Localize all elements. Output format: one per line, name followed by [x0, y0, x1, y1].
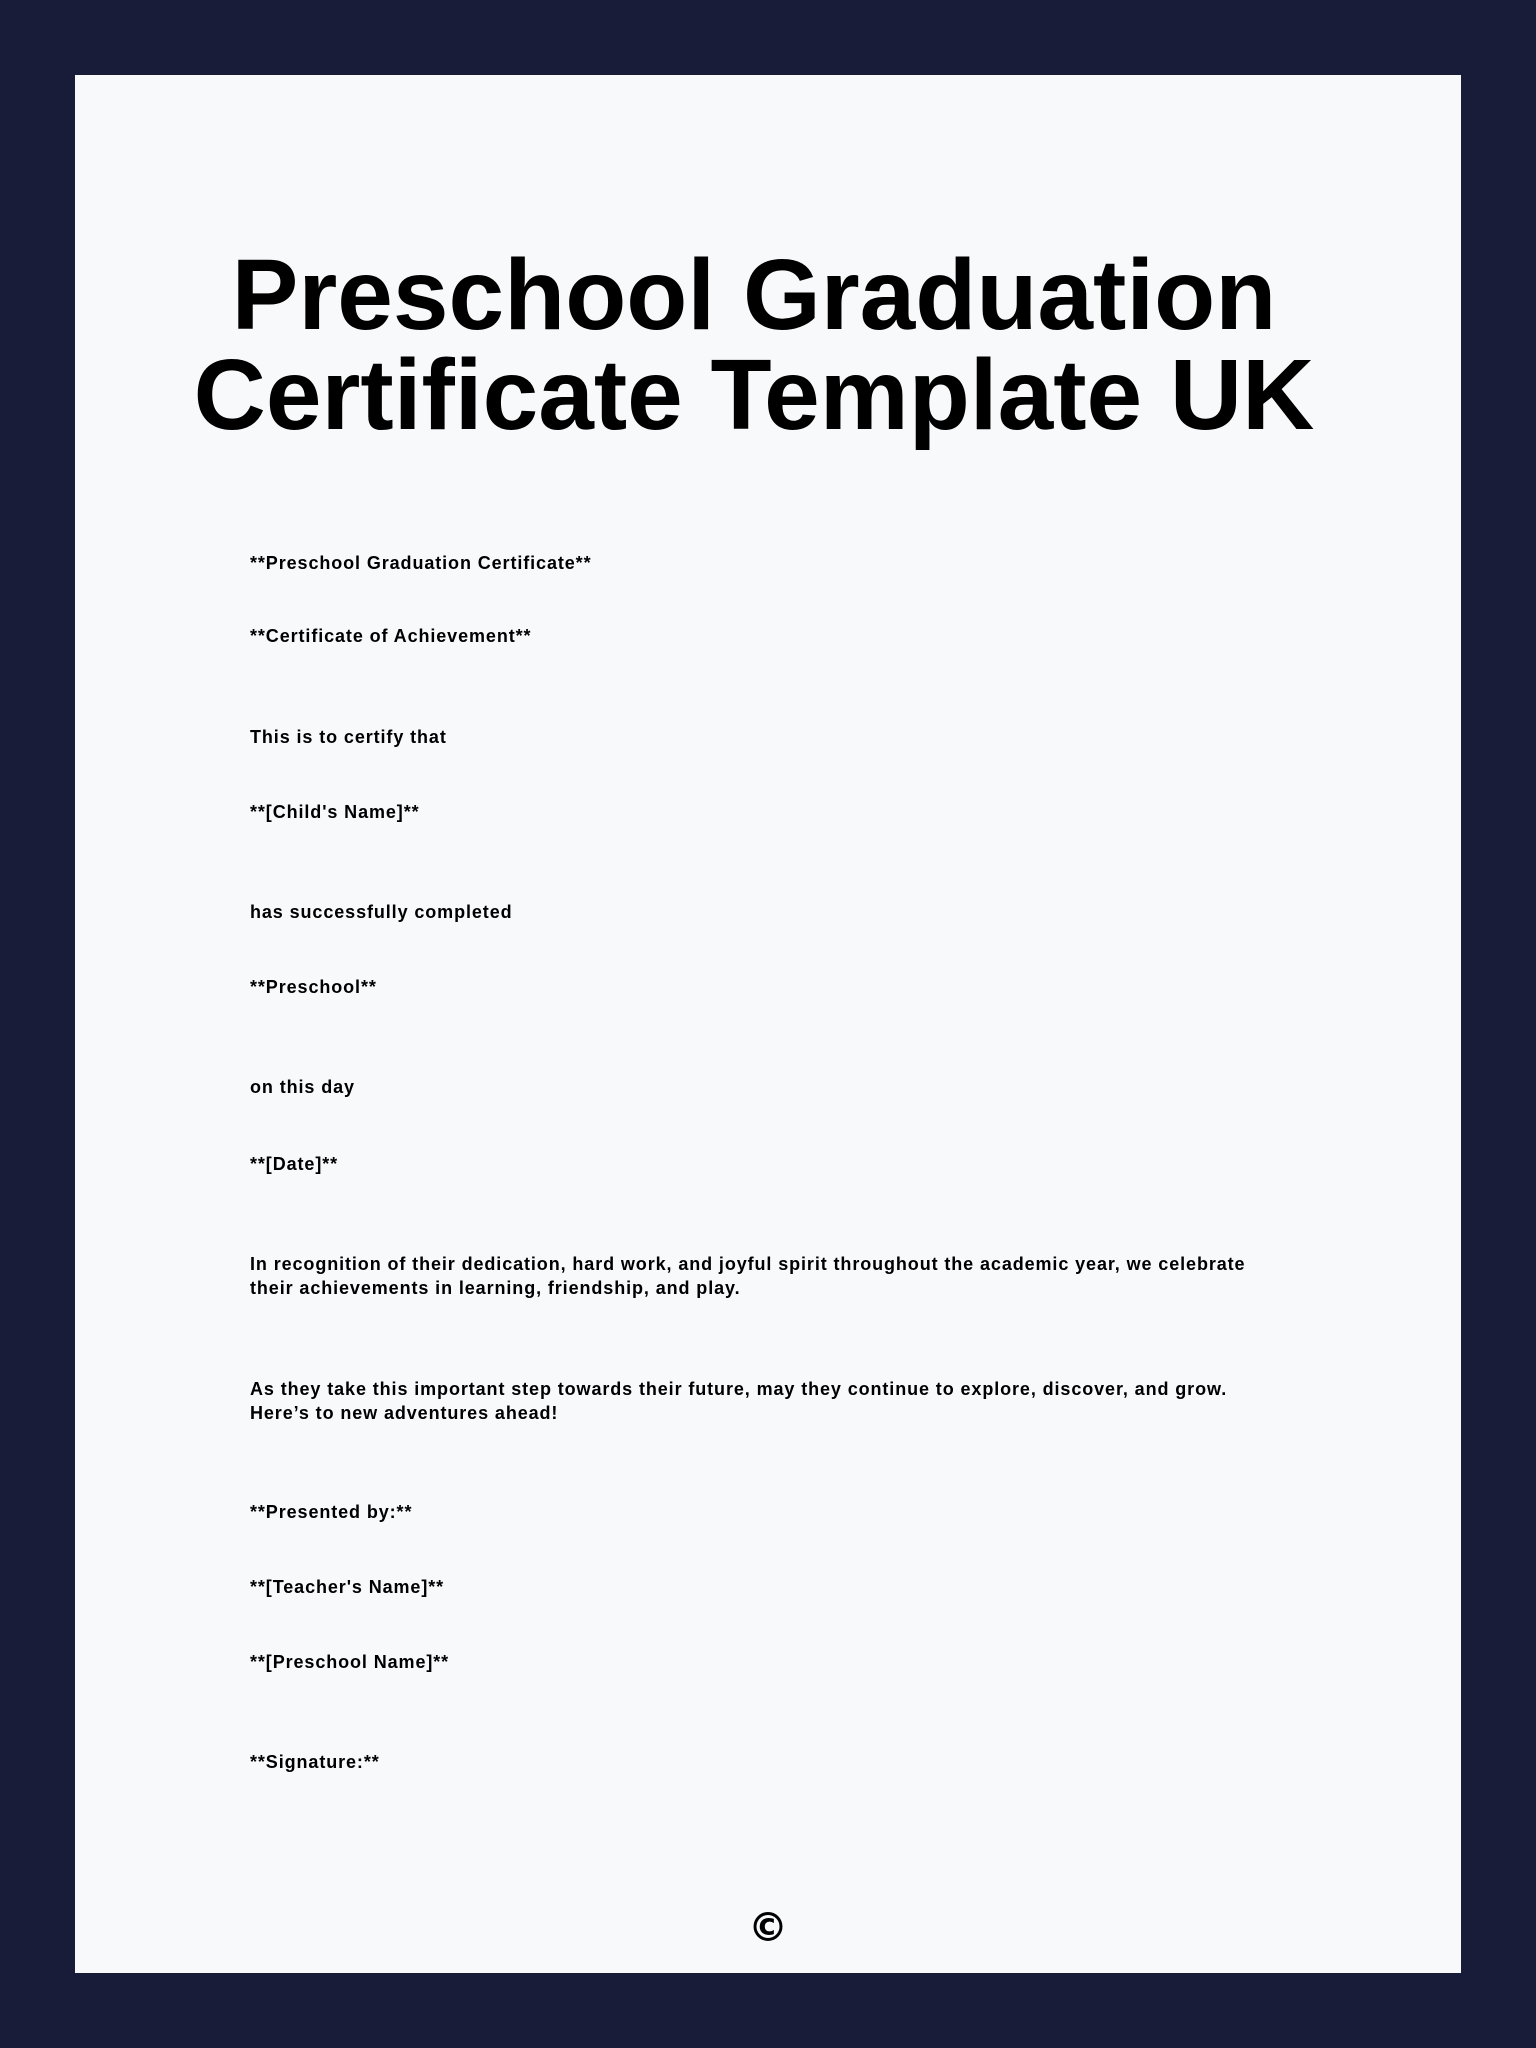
certify-intro-text: This is to certify that [250, 727, 447, 747]
presented-by-label: **Presented by:** [250, 1502, 413, 1522]
future-paragraph: As they take this important step towards their future, may they continue to explore, discover, and grow. Here’s to new adventures ahead! [250, 1379, 1228, 1423]
title-line-2: Certificate Template UK [193, 339, 1315, 451]
preschool-name-placeholder: **[Preschool Name]** [250, 1652, 450, 1672]
date-placeholder: **[Date]** [250, 1154, 339, 1174]
signature-label: **Signature:** [250, 1752, 380, 1772]
program-name: **Preschool** [250, 977, 377, 997]
title-line-1: Preschool Graduation [231, 239, 1277, 351]
date-intro-text: on this day [250, 1077, 355, 1097]
child-name-placeholder: **[Child's Name]** [250, 802, 420, 822]
certificate-subheading: **Certificate of Achievement** [250, 626, 532, 646]
completed-intro-text: has successfully completed [250, 902, 513, 922]
recognition-paragraph: In recognition of their dedication, hard work, and joyful spirit throughout the academic year, we celebrate their achievements in learning, friendship, and play. [250, 1254, 1246, 1298]
copyright-icon: © [748, 1905, 788, 1951]
teacher-name-placeholder: **[Teacher's Name]** [250, 1577, 445, 1597]
certificate-heading: **Preschool Graduation Certificate** [250, 553, 592, 573]
certificate-page [75, 75, 1461, 1973]
page-title [75, 239, 1433, 451]
